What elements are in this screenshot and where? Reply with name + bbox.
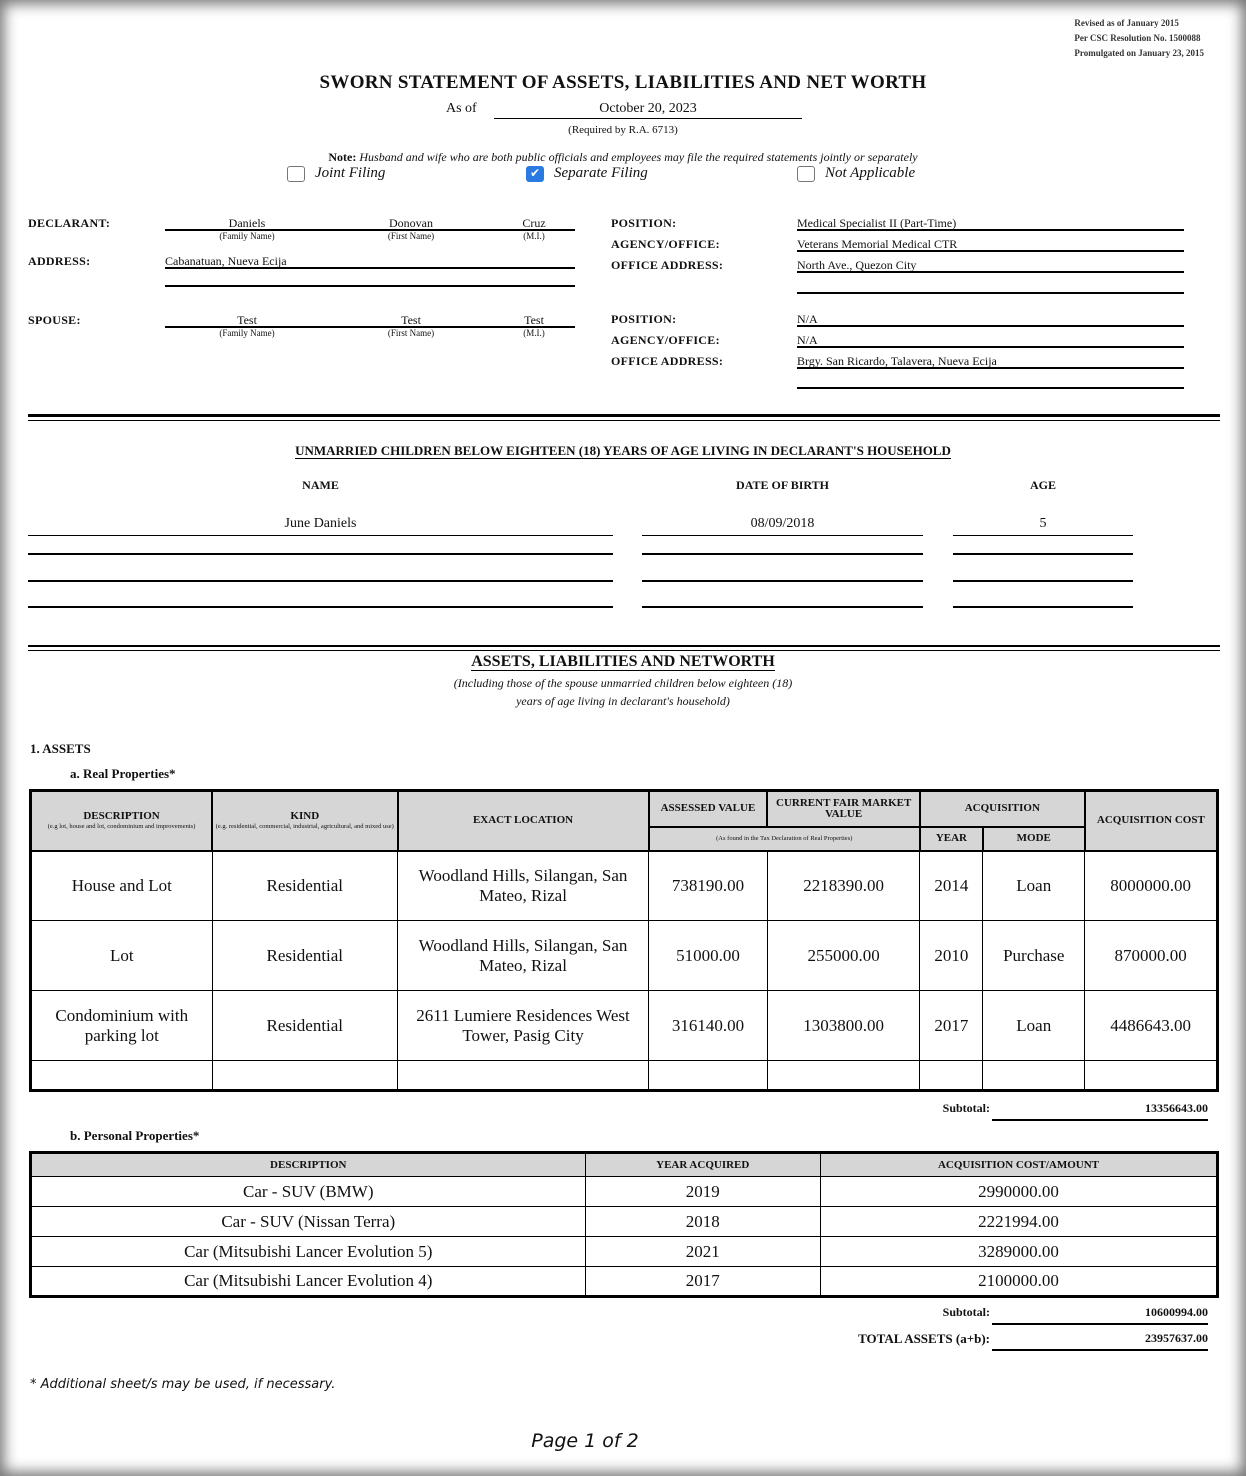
mode-header: MODE [983,827,1085,851]
spouse-office-address-label: OFFICE ADDRESS: [611,354,724,368]
acquisition-header: ACQUISITION [920,791,1085,827]
declarant-mi[interactable]: Cruz [522,216,546,230]
table-row-empty [31,1061,1218,1091]
personal-subtotal-value: 10600994.00 [992,1305,1208,1325]
table-row: Car - SUV (BMW) 2019 2990000.00 [31,1177,1218,1207]
spouse-family-name-caption: (Family Name) [219,328,275,338]
office-address-label: OFFICE ADDRESS: [611,258,724,272]
children-section [0,442,1246,460]
agency-field[interactable]: Veterans Memorial Medical CTR [797,237,1184,252]
spouse-office-address-line-2[interactable] [797,374,1184,389]
family-name-caption: (Family Name) [219,231,275,241]
real-subtotal-label: Subtotal: [942,1101,990,1115]
separate-filing-option[interactable]: ✔ Separate Filing [526,165,648,182]
declarant-family-name[interactable]: Daniels [228,216,266,230]
address-label: ADDRESS: [28,254,91,268]
child-age-field[interactable]: 5 [953,516,1133,536]
description-header: DESCRIPTION (e.g lot, house and lot, condominium and improvements) [31,791,213,851]
not-applicable-option[interactable]: Not Applicable [797,165,915,182]
child-name-field-3[interactable] [28,564,613,582]
required-by-note: (Required by R.A. 6713) [568,124,678,136]
not-applicable-checkbox[interactable] [797,166,815,182]
kind-header: KIND (e.g. residential, commercial, industrial, agricultural, and mixed use) [212,791,397,851]
page-title: SWORN STATEMENT OF ASSETS, LIABILITIES AND NET WORTH [319,72,927,93]
mi-caption: (M.I.) [523,231,545,241]
section-divider-2-thin [28,650,1220,651]
child-dob-field[interactable]: 08/09/2018 [642,516,923,536]
filing-note: Note: Husband and wife who are both public officials and employees may file the required statements jointly or separately [328,150,918,164]
alnw-heading [0,653,1246,671]
child-name-header: NAME [302,478,339,492]
declarant-label: DECLARANT: [28,216,111,230]
position-label: POSITION: [611,216,677,230]
assets-heading: 1. ASSETS [30,741,91,756]
child-dob-field-4[interactable] [642,590,923,608]
alnw-subtitle: (Including those of the spouse unmarried children below eighteen (18) years of age living in declarant's household) [453,676,793,708]
table-row: Lot Residential Woodland Hills, Silangan, San Mateo, Rizal 51000.00 255000.00 2010 Purchase 870000.00 [31,921,1218,991]
separate-filing-checkbox[interactable] [526,166,544,182]
spouse-office-address-field[interactable]: Brgy. San Ricardo, Talavera, Nueva Ecija [797,354,1184,369]
table-row: Car - SUV (Nissan Terra) 2018 2221994.00 [31,1207,1218,1237]
first-name-caption: (First Name) [387,231,435,241]
page-number: Page 1 of 2 [531,1430,639,1452]
acquisition-cost-header: ACQUISITION COST [1085,791,1218,851]
real-properties-table [29,789,1219,1092]
joint-filing-option[interactable]: Joint Filing [287,165,385,182]
total-assets-label: TOTAL ASSETS (a+b): [858,1331,990,1346]
real-subtotal-value: 13356643.00 [992,1101,1208,1121]
spouse-agency-label: AGENCY/OFFICE: [611,333,720,347]
fmv-header: CURRENT FAIR MARKET VALUE [767,791,920,827]
pp-cost-header: ACQUISITION COST/AMOUNT [820,1153,1217,1177]
child-dob-header: DATE OF BIRTH [736,478,829,492]
alnw-title: ASSETS, LIABILITIES AND NETWORTH [471,653,775,670]
position-field[interactable]: Medical Specialist II (Part-Time) [797,216,1184,231]
office-address-line-2[interactable] [797,279,1184,294]
table-row: House and Lot Residential Woodland Hills, Silangan, San Mateo, Rizal 738190.00 2218390.00 2014 Loan 8000000.00 [31,851,1218,921]
real-properties-heading: a. Real Properties* [70,766,176,781]
as-of-date-field[interactable]: October 20, 2023 [494,101,802,119]
spouse-first-name[interactable]: Test [401,313,421,327]
location-header: EXACT LOCATION [398,791,649,851]
office-address-field[interactable]: North Ave., Quezon City [797,258,1184,273]
spouse-position-field[interactable]: N/A [797,312,1184,327]
table-row: Car (Mitsubishi Lancer Evolution 5) 2021 3289000.00 [31,1237,1218,1267]
section-divider [28,414,1220,417]
spouse-family-name[interactable]: Test [237,313,257,327]
checkmark-icon: ✔ [529,166,541,180]
declarant-first-name[interactable]: Donovan [389,216,433,230]
spouse-first-name-caption: (First Name) [387,328,435,338]
tax-declaration-hint: (As found in the Tax Declaration of Real Properties) [649,827,920,851]
agency-label: AGENCY/OFFICE: [611,237,720,251]
child-age-field-4[interactable] [953,590,1133,608]
spouse-label: SPOUSE: [28,313,81,327]
address-line-2[interactable] [165,273,575,287]
table-row: Car (Mitsubishi Lancer Evolution 4) 2017 2100000.00 [31,1267,1218,1297]
table-row: Condominium with parking lot Residential 2611 Lumiere Residences West Tower, Pasig City 316140.00 1303800.00 2017 Loan 4486643.00 [31,991,1218,1061]
child-dob-field-3[interactable] [642,564,923,582]
joint-filing-checkbox[interactable] [287,166,305,182]
pp-year-header: YEAR ACQUIRED [585,1153,820,1177]
pp-description-header: DESCRIPTION [31,1153,586,1177]
child-dob-field-2[interactable] [642,537,923,555]
year-header: YEAR [920,827,983,851]
personal-properties-heading: b. Personal Properties* [70,1128,200,1143]
child-age-field-3[interactable] [953,564,1133,582]
child-age-header: AGE [1029,478,1056,492]
section-divider-thin [28,420,1220,421]
section-divider-2 [28,645,1220,647]
personal-subtotal-label: Subtotal: [942,1305,990,1319]
assessed-value-header: ASSESSED VALUE [649,791,768,827]
spouse-mi-caption: (M.I.) [523,328,545,338]
total-assets-value: 23957637.00 [992,1331,1208,1351]
child-name-field[interactable]: June Daniels [28,516,613,536]
children-title: UNMARRIED CHILDREN BELOW EIGHTEEN (18) YEARS OF AGE LIVING IN DECLARANT'S HOUSEHOLD [295,443,951,458]
spouse-mi[interactable]: Test [524,313,544,327]
as-of-label: As of [446,101,477,116]
personal-properties-table [29,1151,1219,1298]
address-field[interactable]: Cabanatuan, Nueva Ecija [165,254,575,269]
child-name-field-2[interactable] [28,537,613,555]
footnote: * Additional sheet/s may be used, if necessary. [30,1377,336,1392]
spouse-agency-field[interactable]: N/A [797,333,1184,348]
child-name-field-4[interactable] [28,590,613,608]
revision-notice: Revised as of January 2015 Per CSC Resolution No. 1500088 Promulgated on January 23, 2015 [1074,18,1204,58]
spouse-position-label: POSITION: [611,312,677,326]
child-age-field-2[interactable] [953,537,1133,555]
